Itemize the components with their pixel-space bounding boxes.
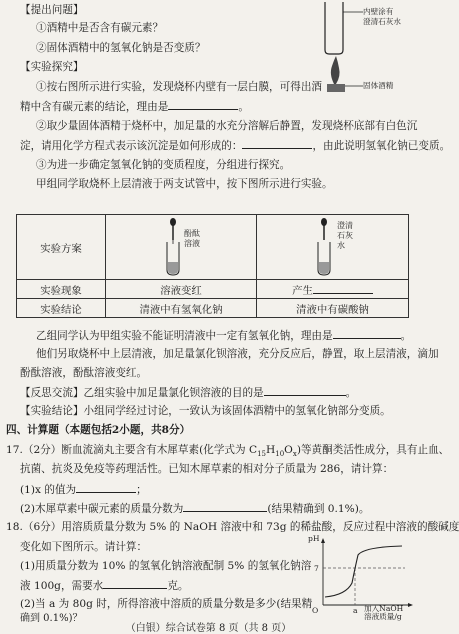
answer-blank <box>168 99 238 110</box>
y-axis-arrow-icon <box>321 538 325 543</box>
question-18-line-b: 变化如下图所示。请计算： <box>20 541 148 553</box>
question-17-line-b: 抗菌、抗炎及免疫等药理活性。已知木犀草素的相对分子质量为 286，请计算： <box>20 463 394 475</box>
graph-x-label-1: 加入NaOH <box>364 604 404 613</box>
group-b-line-b: 他们另取烧杯中上层清液，加足量氯化钡溶液，充分反应后，静置，取上层清液，滴加 <box>36 348 439 360</box>
question-18-part-2b: 确到 0.1%)？ <box>20 613 83 624</box>
step-2-line-b: 淀，请用化学方程式表示该沉淀是如何形成的： ，由此说明氢氧化钠已变质。 <box>20 140 451 152</box>
ph-titration-graph <box>310 535 415 615</box>
plan-cell-1 <box>106 215 257 280</box>
answer-blank <box>313 283 373 294</box>
question-17-line-a: 17.（2分）断血流滴丸主要含有木犀草素(化学式为 $C_{15}H_{10}O_x$)等黄酮类活性成分，具有止血、 <box>6 444 450 459</box>
plan-cell-2 <box>257 215 409 280</box>
ph-curve <box>325 546 402 597</box>
reagent-limewater-c: 水 <box>337 241 345 250</box>
answer-blank <box>242 138 312 149</box>
answer-blank <box>264 385 346 396</box>
calc-section-title: 四、计算题（本题包括2小题，共8分） <box>6 424 191 436</box>
question-18-line-a: 18.（6分）用溶质质量分数为 5% 的 NaOH 溶液中和 73g 的稀盐酸，反应过程中溶液的酸碱度 <box>6 521 459 533</box>
test-tube-dropper-icon <box>309 218 339 278</box>
section-title-propose: 【提出问题】 <box>20 4 84 16</box>
reagent-limewater: 澄清 <box>337 221 353 230</box>
section-title-explore: 【实验探究】 <box>20 61 84 73</box>
question-1: ①酒精中是否含有碳元素？ <box>36 22 164 34</box>
answer-blank <box>333 328 401 339</box>
answer-blank <box>76 482 136 493</box>
answer-blank <box>103 578 167 589</box>
question-18-part-1a: (1)用质量分数为 10% 的氢氧化钠溶液配制 5% 的氢氧化钠溶 <box>20 560 312 572</box>
reagent-limewater-b: 石灰 <box>337 231 353 240</box>
question-18-part-1b: 液 100g，需要水 克。 <box>20 580 189 592</box>
question-17-part-1: (1)x 的值为 ； <box>20 484 147 496</box>
step-3: ③为进一步确定氢氧化钠的变质程度，分组进行探究。 <box>36 159 291 171</box>
step-1-line-b: 精中含有碳元素的结论，理由是 。 <box>20 101 249 113</box>
graph-y-tick-7: 7 <box>314 564 319 573</box>
x-axis-arrow-icon <box>408 603 413 607</box>
group-a-intro: 甲组同学取烧杯上层清液于两支试管中，按下图所示进行实验。 <box>36 178 333 190</box>
answer-blank <box>183 501 267 512</box>
page-footer: （白银）综合试卷第 8 页（共 8 页） <box>125 623 292 634</box>
graph-origin: O <box>312 606 319 615</box>
reagent-phenolphthalein-b: 溶液 <box>184 239 200 248</box>
label-solid-alcohol: 固体酒精 <box>363 81 394 90</box>
label-wall-2: 澄清石灰水 <box>363 17 401 26</box>
phenomenon-1: 溶液变红 <box>106 280 257 299</box>
question-18-part-2a: (2)当 a 为 80g 时，所得溶液中溶质的质量分数是多少(结果精 <box>20 598 313 610</box>
test-tube-dropper-icon <box>158 218 188 278</box>
conclusion-2: 清液中有碳酸钠 <box>257 299 409 318</box>
conclusion-text: 【实验结论】小组同学经过讨论，一致认为该固体酒精中的氢氧化钠部分变质。 <box>20 405 391 417</box>
beaker-apparatus-figure <box>305 0 415 95</box>
row-label-conclusion: 实验结论 <box>17 299 106 318</box>
reagent-phenolphthalein: 酚酞 <box>184 229 200 238</box>
group-b-line-c: 酚酞溶液，酚酞溶液变红。 <box>20 367 148 379</box>
label-wall: 内壁涂有 <box>363 7 394 16</box>
row-label-phenomenon: 实验现象 <box>17 280 106 299</box>
step-1-line-a: ①按右图所示进行实验，发现烧杯内壁有一层白膜，可得出酒 <box>36 81 323 93</box>
experiment-table <box>16 214 409 318</box>
question-2: ②固体酒精中的氢氧化钠是否变质？ <box>36 42 206 54</box>
graph-x-tick-a: a <box>353 606 358 615</box>
group-b-line-a: 乙组同学认为甲组实验不能证明清液中一定有氢氧化钠，理由是 。 <box>36 330 412 342</box>
phenomenon-2: 产生 <box>257 280 409 299</box>
question-17-part-2: (2)木犀草素中碳元素的质量分数为 (结果精确到 0.1%)。 <box>20 503 370 515</box>
conclusion-1: 清液中有氢氧化钠 <box>106 299 257 318</box>
graph-y-label: pH <box>308 534 320 543</box>
graph-x-label-2: 溶液质量/g <box>364 612 402 621</box>
row-label-plan: 实验方案 <box>17 215 106 280</box>
reflection: 【反思交流】乙组实验中加足量氯化钡溶液的目的是 。 <box>20 387 357 399</box>
step-2-line-a: ②取少量固体酒精于烧杯中，加足量的水充分溶解后静置，发现烧杯底部有白色沉 <box>36 120 418 132</box>
